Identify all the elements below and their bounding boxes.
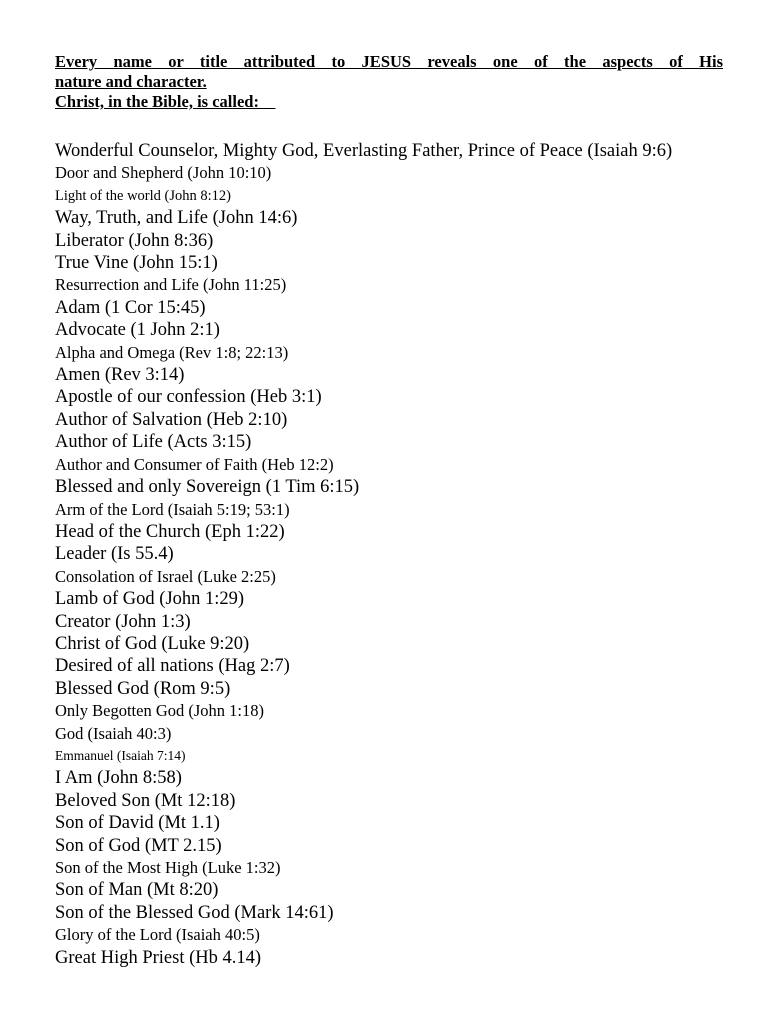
- title-item: Blessed and only Sovereign (1 Tim 6:15): [55, 477, 360, 498]
- title-item: Head of the Church (Eph 1:22): [55, 521, 285, 542]
- title-item: Emmanuel (Isaiah 7:14): [55, 747, 186, 763]
- title-item: Author of Life (Acts 3:15): [55, 432, 252, 453]
- title-item: Light of the world (John 8:12): [55, 187, 231, 204]
- title-item: Son of the Blessed God (Mark 14:61): [55, 902, 334, 923]
- title-item: Son of the Most High (Luke 1:32): [55, 858, 281, 877]
- title-item: Son of God (MT 2.15): [55, 835, 222, 856]
- title-item: Consolation of Israel (Luke 2:25): [55, 566, 276, 586]
- title-item: True Vine (John 15:1): [55, 253, 218, 274]
- title-item: I Am (John 8:58): [55, 768, 182, 789]
- title-item: Resurrection and Life (John 11:25): [55, 275, 287, 295]
- title-item: Christ of God (Luke 9:20): [55, 633, 250, 654]
- title-item: Apostle of our confession (Heb 3:1): [55, 387, 322, 408]
- title-item: Blessed God (Rom 9:5): [55, 678, 231, 699]
- title-item: Amen (Rev 3:14): [55, 365, 185, 386]
- title-item: Advocate (1 John 2:1): [55, 320, 220, 341]
- title-item: Glory of the Lord (Isaiah 40:5): [55, 925, 260, 945]
- title-item: Door and Shepherd (John 10:10): [55, 163, 272, 183]
- title-item: Leader (Is 55.4): [55, 544, 174, 565]
- title-item: Author and Consumer of Faith (Heb 12:2): [55, 454, 334, 474]
- title-item: Author of Salvation (Heb 2:10): [55, 409, 288, 430]
- title-item: Alpha and Omega (Rev 1:8; 22:13): [55, 342, 289, 362]
- heading-line-2: nature and character.: [55, 72, 207, 91]
- titles-list: [55, 140, 672, 969]
- title-item: Wonderful Counselor, Mighty God, Everlasting Father, Prince of Peace (Isaiah 9:6): [55, 141, 673, 161]
- heading-line-3: Christ, in the Bible, is called:: [55, 92, 276, 111]
- title-item: Beloved Son (Mt 12:18): [55, 790, 236, 811]
- title-item: Creator (John 1:3): [55, 611, 191, 632]
- title-item: Liberator (John 8:36): [55, 230, 214, 251]
- title-item: Only Begotten God (John 1:18): [55, 701, 264, 721]
- title-item: Adam (1 Cor 15:45): [55, 297, 206, 318]
- title-item: Desired of all nations (Hag 2:7): [55, 656, 290, 677]
- document-heading: [55, 52, 723, 112]
- title-item: Way, Truth, and Life (John 14:6): [55, 208, 298, 229]
- title-item: God (Isaiah 40:3): [55, 723, 172, 743]
- title-item: Great High Priest (Hb 4.14): [55, 947, 262, 968]
- heading-line-1: Every name or title attributed to JESUS reveals one of the aspects of His: [55, 52, 723, 71]
- title-item: Lamb of God (John 1:29): [55, 589, 245, 610]
- title-item: Son of Man (Mt 8:20): [55, 880, 219, 901]
- title-item: Son of David (Mt 1.1): [55, 813, 220, 834]
- title-item: Arm of the Lord (Isaiah 5:19; 53:1): [55, 499, 290, 519]
